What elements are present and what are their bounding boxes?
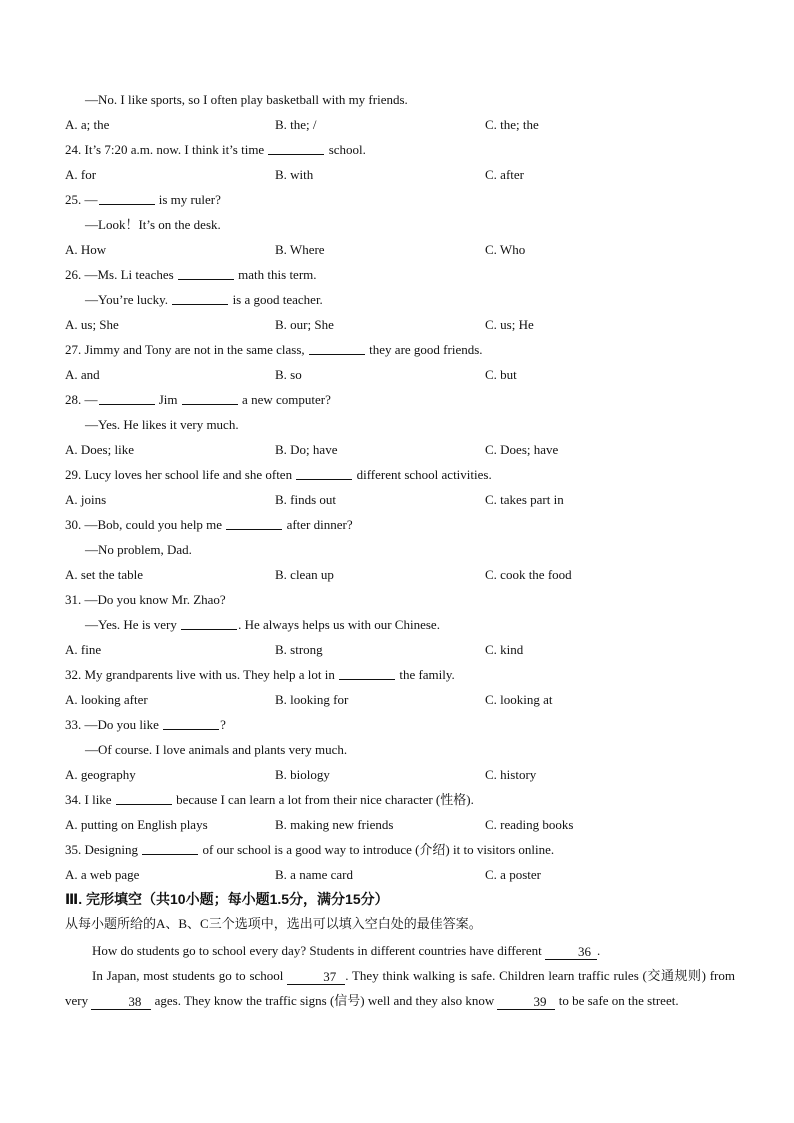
reply-text: —Look！It’s on the desk. — [85, 217, 221, 232]
option-c: C. but — [485, 367, 517, 382]
passage-text: How do students go to school every day? Students in different countries have different — [92, 943, 542, 958]
reply-26 — [0, 291, 794, 309]
question-text: 30. —Bob, could you help me — [65, 517, 223, 532]
option-a: A. for — [65, 167, 97, 182]
section-instruction — [0, 915, 794, 933]
answer-blank — [181, 616, 237, 630]
option-a: A. and — [65, 367, 100, 382]
option-c: C. cook the food — [485, 567, 572, 582]
option-c: C. takes part in — [485, 492, 564, 507]
option-b: B. finds out — [275, 492, 337, 507]
option-a: A. Does; like — [65, 442, 134, 457]
paragraph-1 — [65, 938, 735, 963]
section-heading — [0, 890, 794, 908]
reply-text: . He always helps us with our Chinese. — [238, 617, 440, 632]
option-b: B. with — [275, 167, 314, 182]
question-24 — [0, 141, 794, 159]
answer-text: —No. I like sports, so I often play basketball with my friends. — [85, 92, 408, 107]
reply-28 — [0, 416, 794, 434]
option-b: B. our; She — [275, 317, 334, 332]
question-25 — [0, 191, 794, 209]
question-text: a new computer? — [242, 392, 331, 407]
passage-text: . They think walking is safe. Children learn traffic rules (交通规则) from very — [65, 968, 735, 1008]
options-35 — [0, 866, 794, 884]
reply-text: —Yes. He likes it very much. — [85, 417, 239, 432]
options-33 — [0, 766, 794, 784]
answer-line-23 — [0, 91, 794, 109]
option-a: A. geography — [65, 767, 136, 782]
question-32 — [0, 666, 794, 684]
question-text: school. — [328, 142, 366, 157]
answer-blank — [226, 516, 282, 530]
option-b: B. looking for — [275, 692, 349, 707]
question-text: 25. — — [65, 192, 98, 207]
reply-text: —No problem, Dad. — [85, 542, 192, 557]
passage-text: In Japan, most students go to school — [92, 968, 284, 983]
passage-text: to be safe on the street. — [558, 993, 679, 1008]
question-text: 32. My grandparents live with us. They help a lot in — [65, 667, 335, 682]
option-c: C. kind — [485, 642, 524, 657]
question-text: 27. Jimmy and Tony are not in the same class, — [65, 342, 305, 357]
option-b: B. a name card — [275, 867, 353, 882]
blank-38: 38 — [91, 994, 151, 1010]
question-text: 31. —Do you know Mr. Zhao? — [65, 592, 226, 607]
instruction-text: 从每小题所给的A、B、C三个选项中，选出可以填入空白处的最佳答案。 — [65, 916, 482, 931]
answer-blank — [178, 266, 234, 280]
option-b: B. so — [275, 367, 302, 382]
answer-blank — [339, 666, 395, 680]
option-c: C. the; the — [485, 117, 539, 132]
question-text: 29. Lucy loves her school life and she often — [65, 467, 293, 482]
options-34 — [0, 816, 794, 834]
option-b: B. biology — [275, 767, 330, 782]
question-text: the family. — [399, 667, 455, 682]
answer-blank — [309, 341, 365, 355]
option-a: A. a web page — [65, 867, 140, 882]
option-b: B. Where — [275, 242, 325, 257]
answer-blank — [99, 191, 155, 205]
reply-33 — [0, 741, 794, 759]
question-30 — [0, 516, 794, 534]
passage-text: ages. They know the traffic signs (信号) well and they also know — [154, 993, 495, 1008]
question-33 — [0, 716, 794, 734]
option-b: B. strong — [275, 642, 323, 657]
options-30 — [0, 566, 794, 584]
options-23 — [0, 116, 794, 134]
option-b: B. the; / — [275, 117, 317, 132]
options-24 — [0, 166, 794, 184]
option-a: A. joins — [65, 492, 107, 507]
reply-25 — [0, 216, 794, 234]
answer-blank — [268, 141, 324, 155]
question-31 — [0, 591, 794, 609]
option-b: B. clean up — [275, 567, 334, 582]
option-c: C. history — [485, 767, 537, 782]
answer-blank — [99, 391, 155, 405]
question-text: Jim — [158, 392, 178, 407]
question-text: of our school is a good way to introduce (介绍) it to visitors online. — [202, 842, 555, 857]
option-c: C. a poster — [485, 867, 541, 882]
question-text: 35. Designing — [65, 842, 138, 857]
option-a: A. a; the — [65, 117, 110, 132]
answer-blank — [163, 716, 219, 730]
option-b: B. making new friends — [275, 817, 394, 832]
question-28 — [0, 391, 794, 409]
question-text: is my ruler? — [158, 192, 221, 207]
option-c: C. reading books — [485, 817, 574, 832]
answer-blank — [172, 291, 228, 305]
question-text: 33. —Do you like — [65, 717, 159, 732]
question-text: 34. I like — [65, 792, 112, 807]
option-c: C. us; He — [485, 317, 534, 332]
answer-blank — [142, 841, 198, 855]
option-a: A. How — [65, 242, 107, 257]
reply-text: —Of course. I love animals and plants very much. — [85, 742, 348, 757]
options-27 — [0, 366, 794, 384]
options-26 — [0, 316, 794, 334]
paragraph-2 — [65, 963, 735, 1013]
option-a: A. looking after — [65, 692, 148, 707]
options-28 — [0, 441, 794, 459]
option-c: C. after — [485, 167, 524, 182]
options-31 — [0, 641, 794, 659]
cloze-passage — [65, 938, 735, 1013]
option-b: B. Do; have — [275, 442, 338, 457]
option-c: C. Who — [485, 242, 526, 257]
question-27 — [0, 341, 794, 359]
option-a: A. putting on English plays — [65, 817, 208, 832]
question-text: 24. It’s 7:20 a.m. now. I think it’s time — [65, 142, 265, 157]
passage-text: . — [596, 943, 601, 958]
blank-36: 36 — [545, 944, 597, 960]
option-a: A. set the table — [65, 567, 143, 582]
question-text: different school activities. — [356, 467, 492, 482]
option-c: C. Does; have — [485, 442, 559, 457]
answer-blank — [182, 391, 238, 405]
question-35 — [0, 841, 794, 859]
reply-30 — [0, 541, 794, 559]
question-text: 28. — — [65, 392, 98, 407]
question-text: after dinner? — [286, 517, 353, 532]
reply-31 — [0, 616, 794, 634]
reply-text: —You’re lucky. — [85, 292, 169, 307]
question-text: because I can learn a lot from their nice character (性格). — [176, 792, 474, 807]
question-text: ? — [220, 717, 226, 732]
answer-blank — [116, 791, 172, 805]
answer-blank — [296, 466, 352, 480]
option-a: A. us; She — [65, 317, 119, 332]
options-25 — [0, 241, 794, 259]
question-text: they are good friends. — [369, 342, 483, 357]
options-29 — [0, 491, 794, 509]
question-29 — [0, 466, 794, 484]
question-26 — [0, 266, 794, 284]
options-32 — [0, 691, 794, 709]
section-title: Ⅲ. 完形填空（共10小题；每小题1.5分，满分15分） — [65, 891, 389, 907]
reply-text: —Yes. He is very — [85, 617, 177, 632]
reply-text: is a good teacher. — [232, 292, 323, 307]
option-c: C. looking at — [485, 692, 553, 707]
question-text: 26. —Ms. Li teaches — [65, 267, 174, 282]
option-a: A. fine — [65, 642, 102, 657]
blank-37: 37 — [287, 969, 345, 985]
question-text: math this term. — [238, 267, 317, 282]
blank-39: 39 — [497, 994, 555, 1010]
question-34 — [0, 791, 794, 809]
